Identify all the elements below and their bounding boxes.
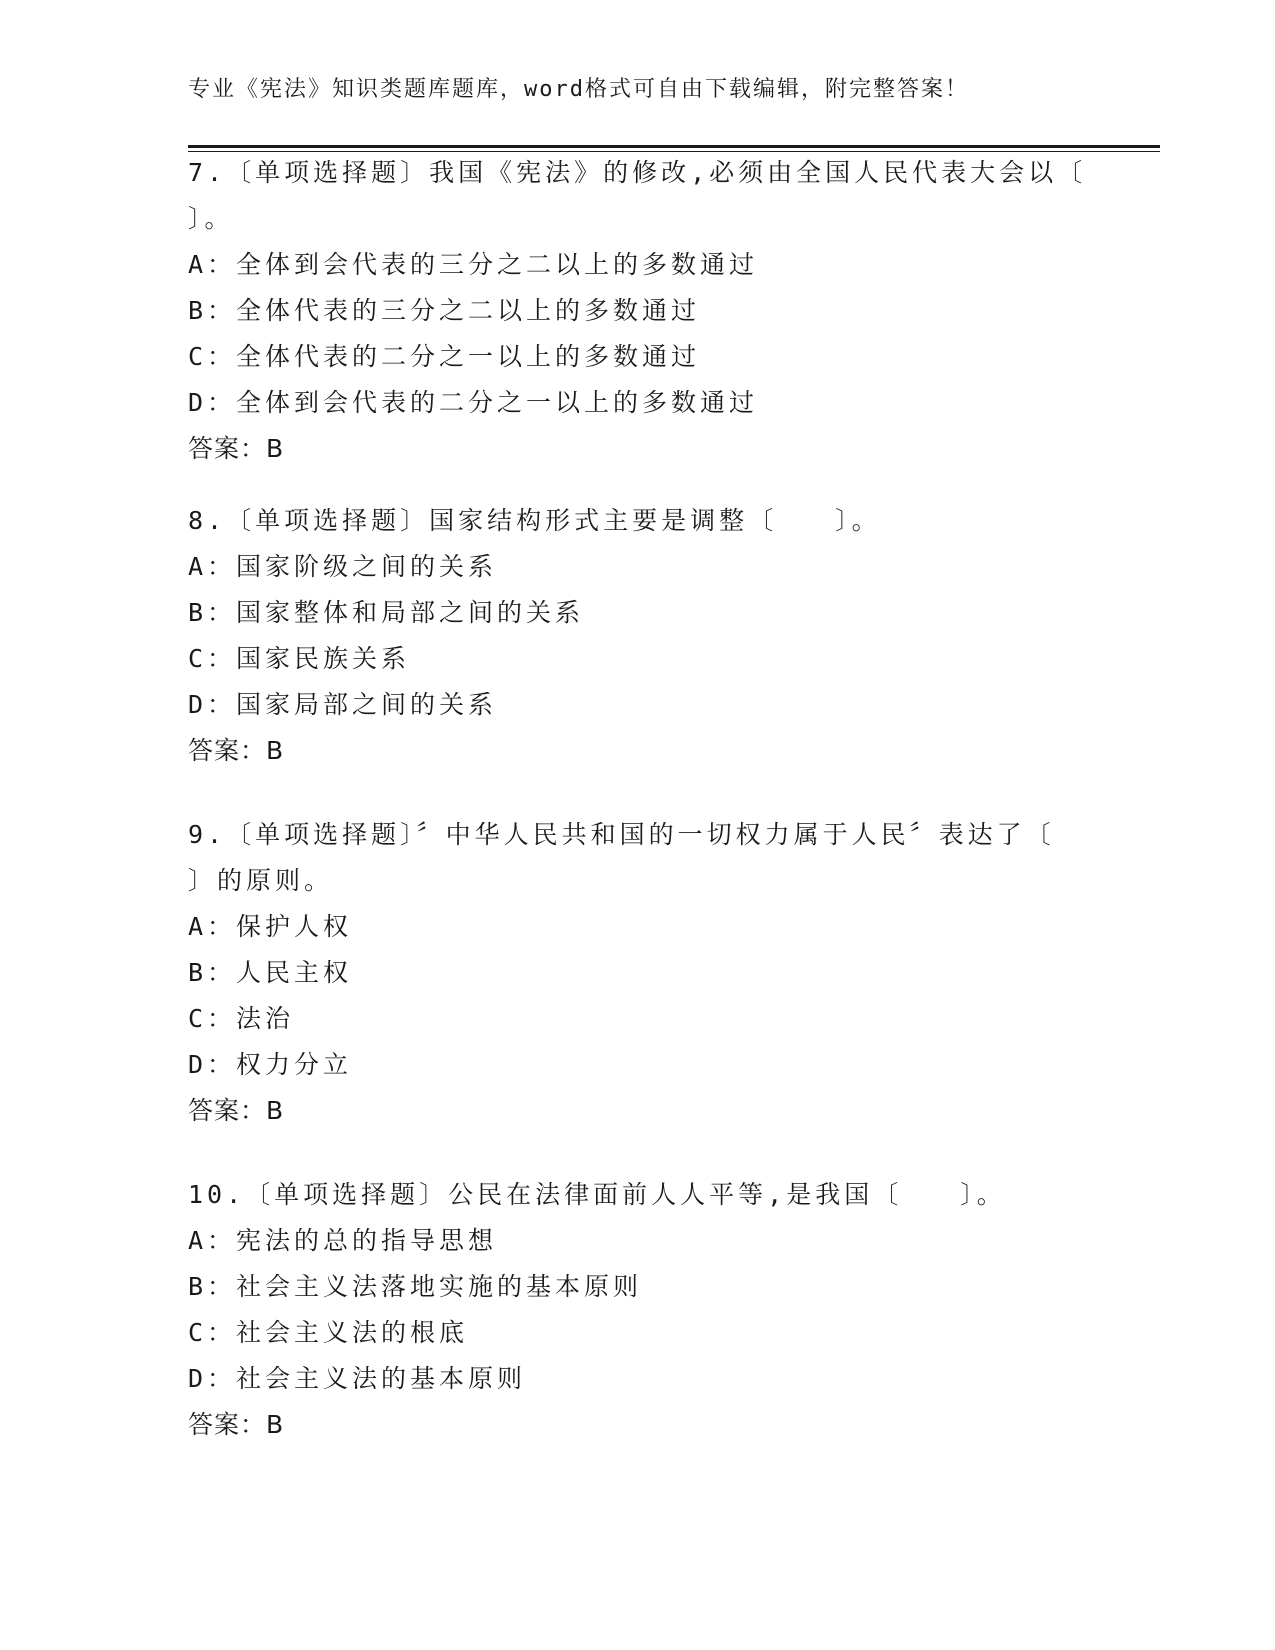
answer: 答案：B [188,736,285,765]
question-7 [188,150,1088,472]
question-stem: 8.〔单项选择题〕国家结构形式主要是调整〔 〕。 [188,506,881,535]
page-header: 专业《宪法》知识类题库题库，word格式可自由下载编辑，附完整答案！ [188,77,969,102]
question-stem-continued: 〕。 [188,204,234,233]
option-b: B：国家整体和局部之间的关系 [188,598,585,627]
option-d: D：权力分立 [188,1050,353,1079]
question-9 [188,812,1088,1134]
answer: 答案：B [188,1410,285,1439]
option-c: C：法治 [188,1004,295,1033]
question-stem: 9.〔单项选择题〕〞中华人民共和国的一切权力属于人民〞表达了〔 [188,820,1055,849]
question-stem-continued: 〕的原则。 [188,866,334,895]
question-10 [188,1172,1088,1448]
answer: 答案：B [188,1096,285,1125]
option-d: D：社会主义法的基本原则 [188,1364,527,1393]
question-8 [188,498,1088,774]
option-b: B：社会主义法落地实施的基本原则 [188,1272,643,1301]
option-d: D：国家局部之间的关系 [188,690,498,719]
question-stem: 10.〔单项选择题〕公民在法律面前人人平等,是我国〔 〕。 [188,1180,1006,1209]
question-stem: 7.〔单项选择题〕我国《宪法》的修改,必须由全国人民代表大会以〔 [188,158,1087,187]
option-a: A：宪法的总的指导思想 [188,1226,498,1255]
option-a: A：国家阶级之间的关系 [188,552,498,581]
option-b: B：人民主权 [188,958,353,987]
option-c: C：社会主义法的根底 [188,1318,469,1347]
option-a: A：保护人权 [188,912,353,941]
option-b: B：全体代表的三分之二以上的多数通过 [188,296,701,325]
option-c: C：全体代表的二分之一以上的多数通过 [188,342,701,371]
header-divider-thick [188,145,1160,148]
option-d: D：全体到会代表的二分之一以上的多数通过 [188,388,759,417]
option-a: A：全体到会代表的三分之二以上的多数通过 [188,250,759,279]
option-c: C：国家民族关系 [188,644,411,673]
answer: 答案：B [188,434,285,463]
